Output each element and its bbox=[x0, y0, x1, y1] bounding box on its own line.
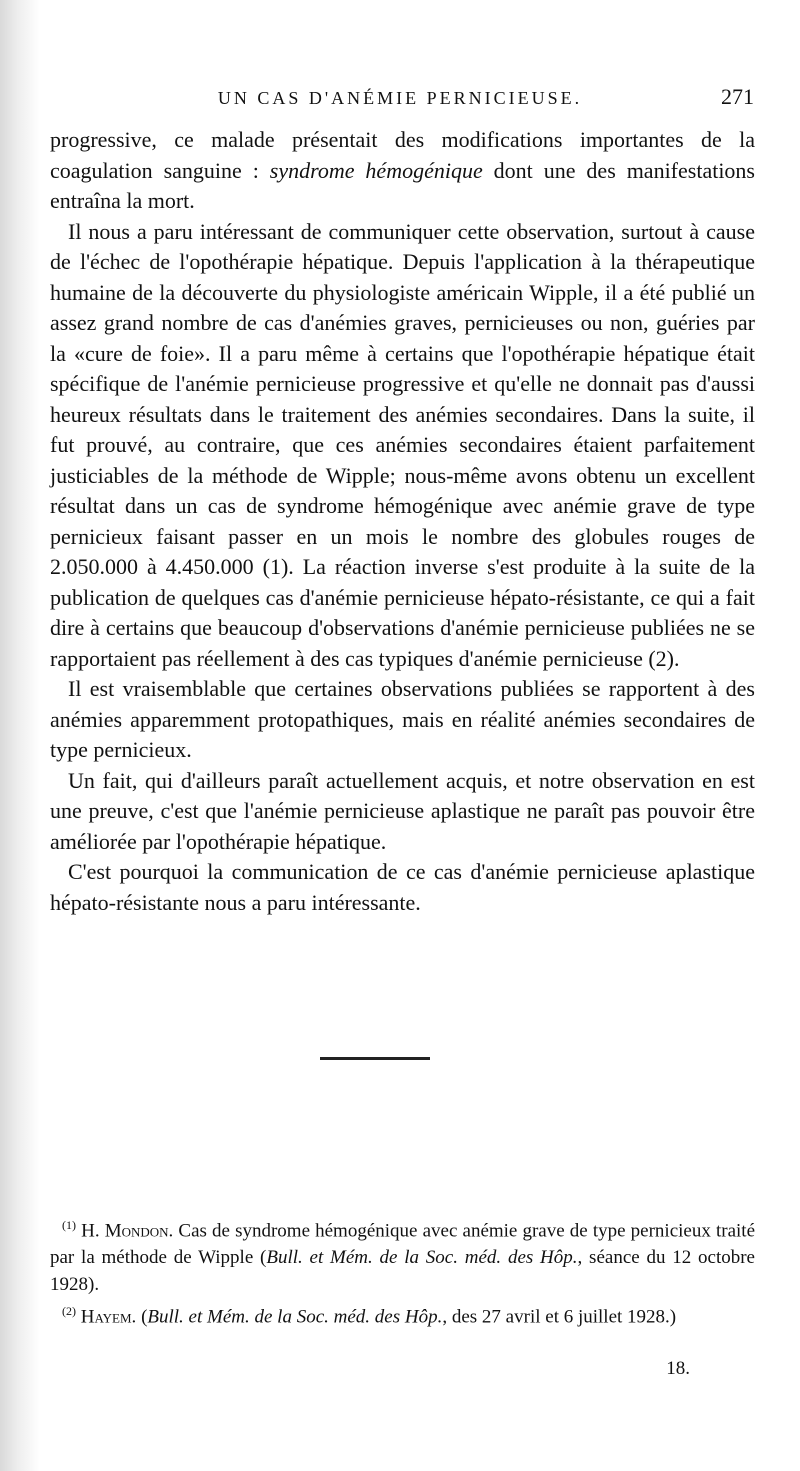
signature-mark: 18. bbox=[666, 1358, 690, 1379]
paragraph-3: Il est vraisemblable que certaines observations publiées se rapportent à des anémies apparemment protopathiques, mais en réalité anémies secondaires de type pernicieux. bbox=[50, 676, 755, 762]
paragraph-1-italic: syndrome hémogénique bbox=[269, 157, 483, 183]
footnote-2 bbox=[50, 1298, 755, 1330]
footnote-1 bbox=[50, 1212, 755, 1298]
footnote-1-author: H. Mondon. bbox=[81, 1220, 174, 1242]
footnote-2-journal: Bull. et Mém. de la Soc. méd. des Hôp. bbox=[147, 1306, 443, 1328]
footnote-2-mark: (2) bbox=[62, 1304, 76, 1319]
footnote-2-open: ( bbox=[136, 1306, 148, 1328]
body-text bbox=[50, 125, 755, 918]
footnote-2-end: , des 27 avril et 6 juillet 1928.) bbox=[442, 1306, 677, 1328]
paragraph-1-text: progressive, ce malade présentait des modifications importantes de la coagulation sanguine : bbox=[50, 127, 755, 183]
page-number: 271 bbox=[721, 84, 754, 109]
paragraph-1-end: dont une des manifestations entraîna la mort. bbox=[50, 157, 755, 213]
footnotes bbox=[50, 1212, 755, 1331]
paragraph-4: Un fait, qui d'ailleurs paraît actuellement acquis, et notre observation en est une preuve, c'est que l'anémie pernicieuse aplastique ne paraît pas pouvoir être améliorée par l'opothérapie hépatique. bbox=[50, 767, 755, 854]
footnote-1-end: , séance du 12 octobre 1928). bbox=[50, 1247, 755, 1296]
footnote-1-journal: Bull. et Mém. de la Soc. méd. des Hôp. bbox=[266, 1247, 578, 1269]
footnote-1-text: Cas de syndrome hémogénique avec anémie grave de type pernicieux traité par la méthode de Wipple ( bbox=[50, 1220, 755, 1269]
footnote-1-mark: (1) bbox=[62, 1218, 76, 1232]
running-title: UN CAS D'ANÉMIE PERNICIEUSE. bbox=[217, 88, 583, 108]
section-divider bbox=[320, 1057, 430, 1060]
paragraph-2: Il nous a paru intéressant de communiquer cette observation, surtout à cause de l'échec de l'opothérapie hépatique. Depuis l'application à la thérapeutique humaine de la découverte du physiologiste américain Wipple, il a été publié un assez grand nombre de cas d'anémies graves, pernicieuses ou non, guéries par la «cure de foie». Il a paru même à certains que l'opothérapie hépatique était spécifique de l'anémie pernicieuse progressive et qu'elle ne donnait pas d'aussi heureux résultats dans le traitement des anémies secondaires. Dans la suite, il fut prouvé, au contraire, que ces anémies secondaires étaient parfaitement justiciables de la méthode de Wipple; nous-même avons obtenu un excellent résultat dans un cas de syndrome hémogénique avec anémie grave de type pernicieux faisant passer en un mois le nombre des globules rouges de 2.050.000 à 4.450.000 (1). La réaction inverse s'est produite à la suite de la publication de quelques cas d'anémie pernicieuse hépato-résistante, ce qui a fait dire à certains que beaucoup d'observations d'anémie pernicieuse publiées ne se rapportaient pas réellement à des cas typiques d'anémie pernicieuse (2). bbox=[50, 218, 755, 671]
paragraph-1 bbox=[50, 125, 755, 217]
page-header bbox=[40, 80, 760, 120]
paragraph-5: C'est pourquoi la communication de ce cas d'anémie pernicieuse aplastique hépato-résistante nous a paru intéressante. bbox=[50, 859, 755, 915]
footnote-2-author: Hayem. bbox=[80, 1306, 137, 1328]
